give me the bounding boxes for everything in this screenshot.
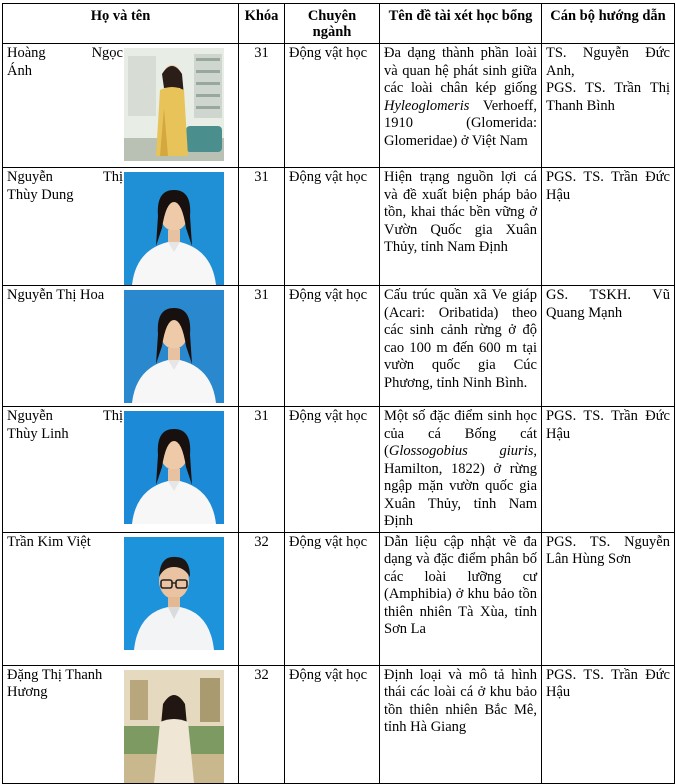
cell-major: Động vật học <box>285 407 380 533</box>
cell-major: Động vật học <box>285 532 380 665</box>
student-name-line <box>7 408 123 426</box>
table-row <box>3 665 675 783</box>
cell-name-photo <box>3 665 239 783</box>
student-name-line: Ánh <box>7 62 32 79</box>
cell-course: 31 <box>239 168 285 286</box>
cell-course: 31 <box>239 44 285 168</box>
table-row <box>3 168 675 286</box>
cell-course: 32 <box>239 665 285 783</box>
cell-topic <box>380 532 542 665</box>
topic-scientific-name: Glossogobius giuris <box>388 443 534 459</box>
scholarship-table <box>2 3 675 784</box>
student-photo <box>124 537 224 650</box>
student-photo <box>124 670 224 783</box>
header-topic: Tên đề tài xét học bổng <box>380 4 542 44</box>
cell-supervisor: TS. Nguyễn Đức Anh, PGS. TS. Trần Thị Thanh Bình <box>542 44 675 168</box>
topic-text: Cấu trúc quần xã Ve giáp (Acari: Oribatida) theo các sinh cảnh rừng ở độ cao 100 m đến 600 m tại vườn quốc gia Cúc Phương, tỉnh Ninh Bình. <box>384 287 537 391</box>
student-name-line: Trần Kim Việt <box>7 533 91 550</box>
student-name <box>7 408 123 524</box>
cell-topic <box>380 168 542 286</box>
student-name-line: Đặng Thị Thanh <box>7 666 103 683</box>
cell-supervisor: PGS. TS. Trần Đức Hậu <box>542 168 675 286</box>
student-name <box>7 169 123 285</box>
student-name-line: Thùy Linh <box>7 425 69 442</box>
cell-major: Động vật học <box>285 286 380 407</box>
cell-name-photo <box>3 168 239 286</box>
student-photo <box>124 48 224 161</box>
student-name <box>7 667 123 783</box>
cell-topic <box>380 407 542 533</box>
student-name-part: Ngọc <box>91 45 123 61</box>
student-photo <box>124 172 224 285</box>
student-name-part: Nguyễn <box>7 169 53 185</box>
student-name <box>7 534 123 650</box>
student-name-part: Thị <box>102 408 123 424</box>
cell-topic <box>380 665 542 783</box>
cell-supervisor: PGS. TS. Trần Đức Hậu <box>542 407 675 533</box>
student-name <box>7 45 123 161</box>
student-name-line <box>7 45 123 63</box>
cell-major: Động vật học <box>285 168 380 286</box>
student-name-line <box>7 169 123 187</box>
cell-major: Động vật học <box>285 665 380 783</box>
topic-scientific-name: Hyleoglomeris <box>384 97 470 114</box>
table-row <box>3 532 675 665</box>
student-name-part: Hoàng <box>7 45 46 61</box>
cell-name-photo <box>3 286 239 407</box>
student-name-part: Thị <box>102 169 123 185</box>
topic-text: , Hamilton, 1822) ở rừng ngập mặn vườn quốc gia Xuân Thủy, tỉnh Nam Định <box>384 443 537 529</box>
cell-topic <box>380 44 542 168</box>
topic-text: Đa dạng thành phần loài và quan hệ phát sinh giữa các loài chân kép giống <box>384 45 537 96</box>
cell-course: 32 <box>239 532 285 665</box>
topic-text: Hiện trạng nguồn lợi cá và đề xuất biện pháp bảo tồn, khai thác bền vững ở Vườn Quốc gia Xuân Thủy, tỉnh Nam Định <box>384 169 537 255</box>
student-photo <box>124 411 224 524</box>
cell-major: Động vật học <box>285 44 380 168</box>
header-major: Chuyên ngành <box>285 4 380 44</box>
cell-supervisor: PGS. TS. Trần Đức Hậu <box>542 665 675 783</box>
cell-supervisor: GS. TSKH. Vũ Quang Mạnh <box>542 286 675 407</box>
cell-course: 31 <box>239 407 285 533</box>
header-name: Họ và tên <box>3 4 239 44</box>
cell-name-photo <box>3 407 239 533</box>
header-course: Khóa <box>239 4 285 44</box>
student-name-line: Thùy Dung <box>7 186 74 203</box>
student-name-line: Hương <box>7 684 48 700</box>
table-row <box>3 44 675 168</box>
topic-text: Dẫn liệu cập nhật về đa dạng và đặc điểm phân bố các loài lưỡng cư (Amphibia) ở khu bảo tồn thiên nhiên Tà Xùa, tỉnh Sơn La <box>384 533 537 637</box>
table-row <box>3 407 675 533</box>
student-photo <box>124 290 224 403</box>
cell-name-photo <box>3 532 239 665</box>
header-supervisor: Cán bộ hướng dẫn <box>542 4 675 44</box>
cell-topic <box>380 286 542 407</box>
table-row <box>3 286 675 407</box>
topic-text: Một số đặc điểm sinh học của cá Bống cát ( <box>384 408 537 459</box>
student-name-part: Nguyễn <box>7 408 53 424</box>
cell-supervisor: PGS. TS. Nguyễn Lân Hùng Sơn <box>542 532 675 665</box>
topic-text: Verhoeff, 1910 (Glomerida: Glomeridae) ở Việt Nam <box>384 97 537 149</box>
topic-text: Định loại và mô tả hình thái các loài cá ở khu bảo tồn thiên nhiên Bắc Mê, tỉnh Hà Giang <box>384 666 537 735</box>
cell-course: 31 <box>239 286 285 407</box>
header-row <box>3 4 675 44</box>
student-name-line: Nguyễn Thị Hoa <box>7 287 105 303</box>
student-name <box>7 287 123 403</box>
cell-name-photo <box>3 44 239 168</box>
